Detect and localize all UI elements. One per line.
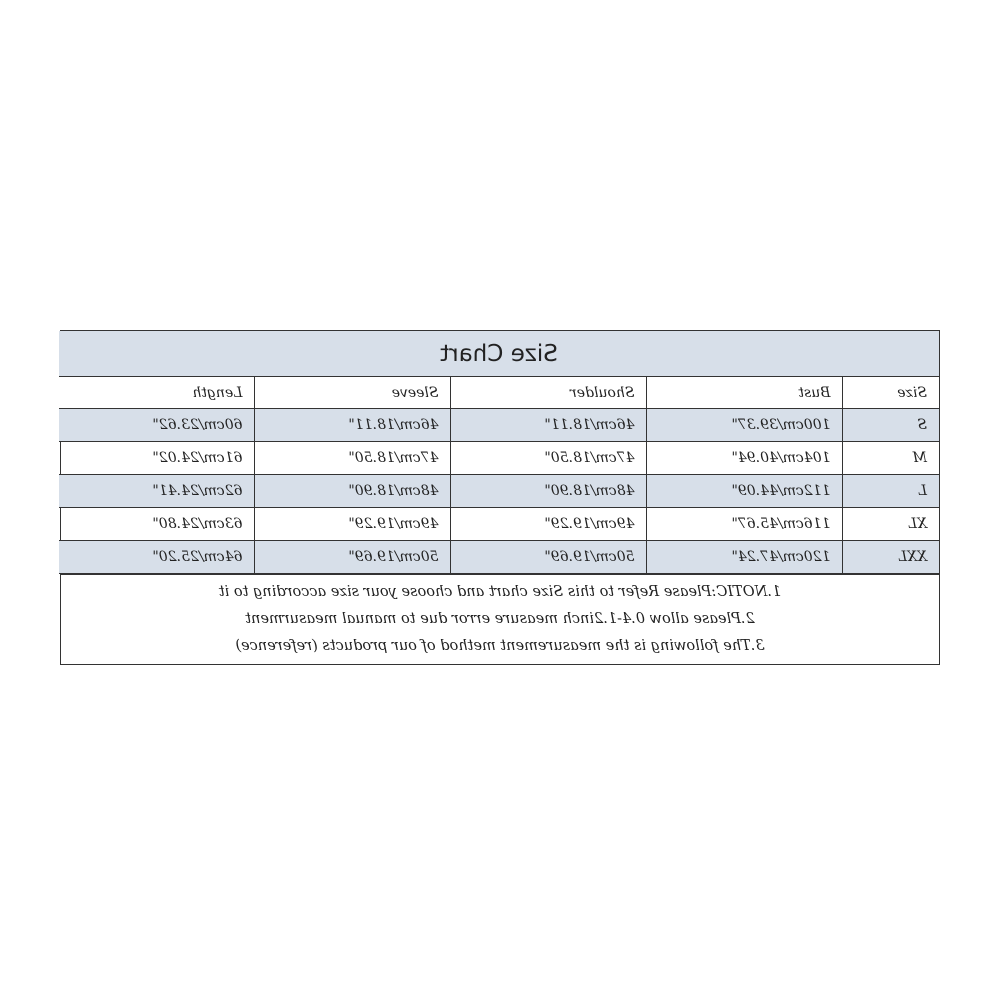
bust-cell: 104cm/40.94" xyxy=(647,442,843,475)
length-cell: 64cm/25.20" xyxy=(59,541,255,574)
bust-cell: 112cm/44.09" xyxy=(647,475,843,508)
table-row xyxy=(59,442,939,475)
bust-cell: 120cm/47.24" xyxy=(647,541,843,574)
length-cell: 61cm/24.02" xyxy=(59,442,255,475)
sleeve-cell: 50cm/19.69" xyxy=(255,541,451,574)
shoulder-cell: 46cm/18.11" xyxy=(451,409,647,442)
shoulder-cell: 49cm/19.29" xyxy=(451,508,647,541)
size-cell: L xyxy=(843,475,939,508)
table-row xyxy=(59,508,939,541)
sleeve-cell: 46cm/18.11" xyxy=(255,409,451,442)
size-table xyxy=(59,331,939,574)
note-line: 2.Please allow 0.4-1.2inch measure error due to manual measurment xyxy=(245,611,755,627)
sleeve-cell: 48cm/18.90" xyxy=(255,475,451,508)
table-row xyxy=(59,541,939,574)
note-line: 1.NOTIC:Please Refer to this Size chart and choose your size according to it xyxy=(218,584,782,600)
shoulder-cell: 50cm/19.69" xyxy=(451,541,647,574)
table-row xyxy=(59,475,939,508)
length-cell: 60cm/23.62" xyxy=(59,409,255,442)
header-bust: Bust xyxy=(647,377,843,409)
sleeve-cell: 47cm/18.50" xyxy=(255,442,451,475)
header-sleeve: Sleeve xyxy=(255,377,451,409)
note-line: 3.The following is the measurement method of our products (reference) xyxy=(235,638,765,654)
size-cell: S xyxy=(843,409,939,442)
header-length: Length xyxy=(59,377,255,409)
header-size: Size xyxy=(843,377,939,409)
header-shoulder: Shoulder xyxy=(451,377,647,409)
shoulder-cell: 47cm/18.50" xyxy=(451,442,647,475)
chart-title: Size Chart xyxy=(59,331,939,377)
sleeve-cell: 49cm/19.29" xyxy=(255,508,451,541)
size-cell: M xyxy=(843,442,939,475)
length-cell: 63cm/24.80" xyxy=(59,508,255,541)
header-row xyxy=(59,377,939,409)
bust-cell: 116cm/45.67" xyxy=(647,508,843,541)
table-row xyxy=(59,409,939,442)
size-chart xyxy=(60,330,940,665)
shoulder-cell: 48cm/18.90" xyxy=(451,475,647,508)
notes-block xyxy=(61,574,939,660)
size-cell: XXL xyxy=(843,541,939,574)
bust-cell: 100cm/39.37" xyxy=(647,409,843,442)
length-cell: 62cm/24.41" xyxy=(59,475,255,508)
size-cell: XL xyxy=(843,508,939,541)
